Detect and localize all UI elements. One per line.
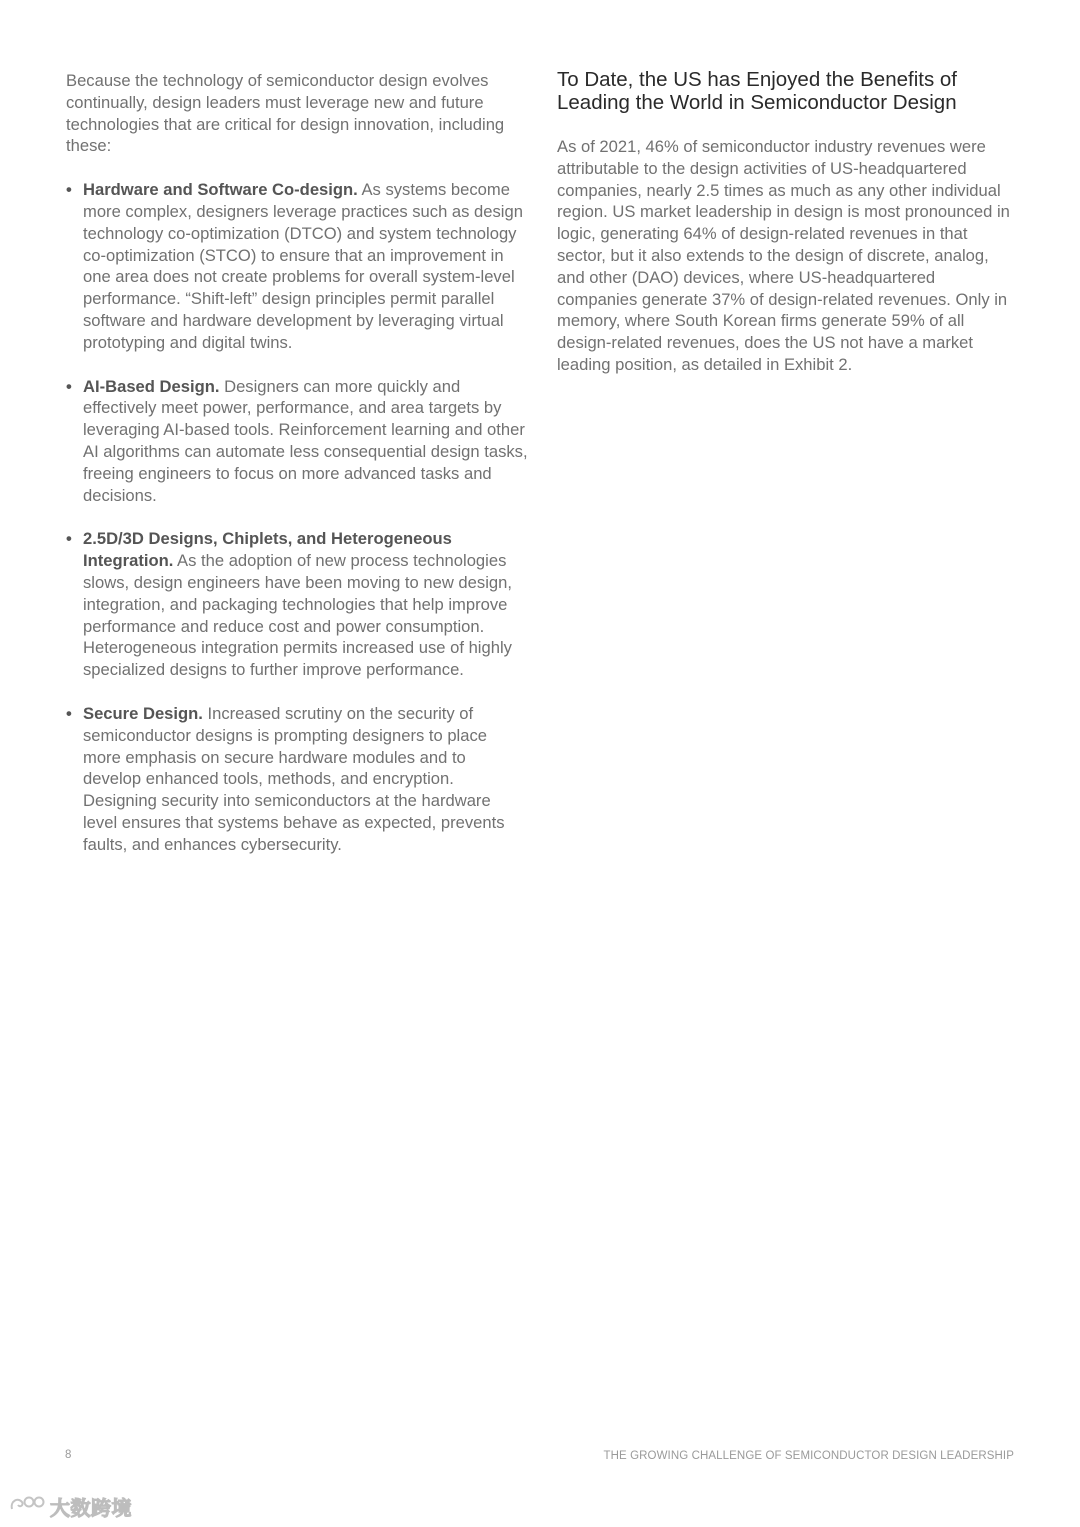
watermark-text: 大数跨境 — [50, 1497, 132, 1520]
list-item — [66, 376, 528, 507]
section-heading — [557, 68, 1019, 114]
bullet-dot: • — [66, 180, 72, 200]
bullet-lead: AI-Based Design. — [83, 376, 220, 396]
bullet-text: As the adoption of new process technologies slows, design engineers have been moving to new design, integration, and packaging technologies that help improve performance and reduce cost and power consumption. Heterogeneous integration permits increased use of highly specialized designs to further improve performance. — [83, 551, 512, 680]
bullet-list — [66, 179, 528, 855]
bullet-dot: • — [66, 529, 72, 549]
bullet-text: Increased scrutiny on the security of semiconductor designs is prompting designers to place more emphasis on secure hardware modules and to develop enhanced tools, methods, and encryption. Designing security into semiconductors at the hardware level ensures that systems behave as expected, prevents faults, and enhances cybersecurity. — [83, 703, 505, 854]
body-paragraph: As of 2021, 46% of semiconductor industry revenues were attributable to the design activities of US-headquartered companies, nearly 2.5 times as much as any other individual region. US market leadership in design is most pronounced in logic, generating 64% of design-related revenues in that sector, but it also extends to the design of discrete, analog, and other (DAO) devices, where US-headquartered companies generate 37% of design-related revenues. Only in memory, where South Korean firms generate 59% of all design-related revenues, does the US not have a market leading position, as detailed in Exhibit 2. — [557, 137, 1010, 374]
left-column — [66, 70, 528, 878]
bullet-lead: Hardware and Software Co-design. — [83, 180, 358, 200]
report-title: THE GROWING CHALLENGE OF SEMICONDUCTOR DESIGN LEADERSHIP — [603, 1450, 1014, 1462]
bullet-dot: • — [66, 376, 72, 396]
bullet-text: Designers can more quickly and effectively meet power, performance, and area targets by leveraging AI-based tools. Reinforcement learning and other AI algorithms can automate less consequential design tasks, freeing engineers to focus on more advanced tasks and decisions. — [83, 376, 528, 505]
watermark — [8, 1491, 148, 1521]
page-number: 8 — [65, 1449, 72, 1461]
right-column — [557, 68, 1019, 376]
swirl-logo-icon — [8, 1493, 46, 1520]
intro-paragraph: Because the technology of semiconductor design evolves continually, design leaders must leverage new and future technologies that are critical for design innovation, including these: — [66, 71, 505, 156]
heading-line-2: Leading the World in Semiconductor Design — [557, 91, 957, 114]
bullet-dot: • — [66, 703, 72, 723]
list-item — [66, 179, 528, 353]
bullet-lead: 2.5D/3D Designs, Chiplets, and Heterogeneous Integration. — [83, 529, 452, 571]
bullet-lead: Secure Design. — [83, 703, 203, 723]
list-item — [66, 528, 528, 681]
list-item — [66, 703, 528, 856]
bullet-text: As systems become more complex, designers leverage practices such as design technology co-optimization (DTCO) and system technology co-optimization (STCO) to ensure that an improvement in one area does not create problems for overall system-level performance. “Shift-left” design principles permit parallel software and hardware development by leveraging virtual prototyping and digital twins. — [83, 180, 523, 352]
heading-line-1: To Date, the US has Enjoyed the Benefits of — [557, 68, 957, 91]
